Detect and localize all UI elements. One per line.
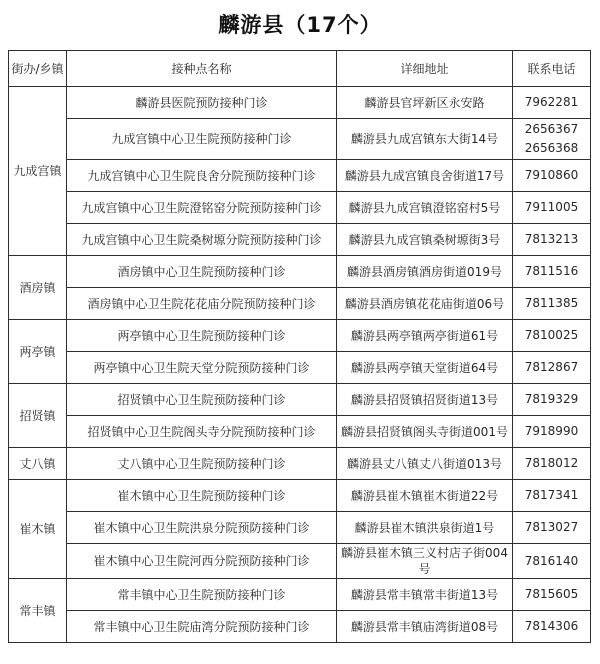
address-cell: 麟游县丈八镇丈八街道013号 [337,448,513,480]
phone-cell [513,384,591,416]
address-cell: 麟游县两亭镇天堂街道64号 [337,352,513,384]
phone-cell [513,579,591,611]
site-name-cell: 两亭镇中心卫生院预防接种门诊 [67,320,337,352]
phone-number: 7811385 [524,296,579,310]
town-cell: 酒房镇 [9,256,67,320]
header-cell-site-name: 接种点名称 [67,51,337,87]
page-title: 麟游县（17个） [218,13,382,37]
address-cell: 麟游县九成宫镇东大街14号 [337,119,513,160]
site-name-cell: 酒房镇中心卫生院花花庙分院预防接种门诊 [67,288,337,320]
address-cell: 麟游县崔木镇洪泉街道1号 [337,512,513,544]
header-row [9,51,591,87]
address-cell: 麟游县两亭镇两亭街道61号 [337,320,513,352]
address-cell: 麟游县酒房镇花花庙街道06号 [337,288,513,320]
phone-cell [513,480,591,512]
table-row [9,611,591,643]
site-name-cell: 常丰镇中心卫生院庙湾分院预防接种门诊 [67,611,337,643]
phone-number: 7810025 [524,328,579,342]
table-row [9,119,591,160]
town-cell: 九成宫镇 [9,87,67,256]
phone-number: 7813213 [524,232,579,246]
table-row [9,224,591,256]
phone-cell [513,192,591,224]
table-row [9,448,591,480]
table-row [9,256,591,288]
header-cell-phone: 联系电话 [513,51,591,87]
table-row [9,160,591,192]
header-cell-town: 街办/乡镇 [9,51,67,87]
site-name-cell: 九成宫镇中心卫生院良舍分院预防接种门诊 [67,160,337,192]
address-cell: 麟游县崔木镇崔木街道22号 [337,480,513,512]
phone-number: 7910860 [524,168,579,182]
table-row [9,579,591,611]
table-body [9,87,591,643]
site-name-cell: 两亭镇中心卫生院天堂分院预防接种门诊 [67,352,337,384]
phone-number: 7818012 [524,456,579,470]
site-name-cell: 崔木镇中心卫生院河西分院预防接种门诊 [67,544,337,579]
address-cell: 麟游县酒房镇酒房街道019号 [337,256,513,288]
table-row [9,320,591,352]
town-cell: 崔木镇 [9,480,67,579]
site-name-cell: 麟游县医院预防接种门诊 [67,87,337,119]
phone-cell [513,512,591,544]
header-cell-address: 详细地址 [337,51,513,87]
site-name-cell: 常丰镇中心卫生院预防接种门诊 [67,579,337,611]
site-name-cell: 九成宫镇中心卫生院预防接种门诊 [67,119,337,160]
site-name-cell: 招贤镇中心卫生院预防接种门诊 [67,384,337,416]
site-name-cell: 招贤镇中心卫生院阁头寺分院预防接种门诊 [67,416,337,448]
town-cell: 丈八镇 [9,448,67,480]
phone-cell [513,448,591,480]
address-cell: 麟游县常丰镇常丰街道13号 [337,579,513,611]
vaccination-sites-table [8,50,591,643]
town-cell: 常丰镇 [9,579,67,643]
table-row [9,480,591,512]
phone-number: 2656368 [524,141,579,155]
phone-cell [513,320,591,352]
phone-number: 7962281 [524,95,579,109]
table-row [9,352,591,384]
phone-cell [513,87,591,119]
phone-cell [513,416,591,448]
town-cell: 两亭镇 [9,320,67,384]
table-row [9,384,591,416]
phone-cell [513,119,591,160]
address-cell: 麟游县招贤镇阁头寺街道001号 [337,416,513,448]
phone-number: 7918990 [524,424,579,438]
site-name-cell: 酒房镇中心卫生院预防接种门诊 [67,256,337,288]
address-cell: 麟游县九成宫镇桑树塬街3号 [337,224,513,256]
phone-number: 7814306 [524,619,579,633]
table-row [9,87,591,119]
site-name-cell: 九成宫镇中心卫生院澄铭窑分院预防接种门诊 [67,192,337,224]
phone-number: 2656367 [524,122,579,136]
phone-cell [513,611,591,643]
table-row [9,288,591,320]
phone-cell [513,288,591,320]
phone-number: 7815605 [524,587,579,601]
site-name-cell: 九成宫镇中心卫生院桑树塬分院预防接种门诊 [67,224,337,256]
town-cell: 招贤镇 [9,384,67,448]
site-name-cell: 崔木镇中心卫生院洪泉分院预防接种门诊 [67,512,337,544]
address-cell: 麟游县崔木镇三义村店子街004号 [337,544,513,579]
phone-cell [513,256,591,288]
phone-number: 7817341 [524,488,579,502]
phone-cell [513,224,591,256]
table-row [9,544,591,579]
phone-number: 7816140 [524,553,579,568]
address-cell: 麟游县官坪新区永安路 [337,87,513,119]
address-cell: 麟游县招贤镇招贤街道13号 [337,384,513,416]
phone-cell [513,352,591,384]
table-row [9,192,591,224]
table-row [9,512,591,544]
address-cell: 麟游县九成宫镇澄铭窑村5号 [337,192,513,224]
phone-number: 7813027 [524,520,579,534]
address-cell: 麟游县九成宫镇良舍街道17号 [337,160,513,192]
phone-number: 7812867 [524,360,579,374]
phone-number: 7911005 [524,200,579,214]
phone-number: 7811516 [524,264,579,278]
address-cell: 麟游县常丰镇庙湾街道08号 [337,611,513,643]
table-row [9,416,591,448]
site-name-cell: 丈八镇中心卫生院预防接种门诊 [67,448,337,480]
phone-cell [513,544,591,579]
phone-cell [513,160,591,192]
phone-number: 7819329 [524,392,579,406]
site-name-cell: 崔木镇中心卫生院预防接种门诊 [67,480,337,512]
